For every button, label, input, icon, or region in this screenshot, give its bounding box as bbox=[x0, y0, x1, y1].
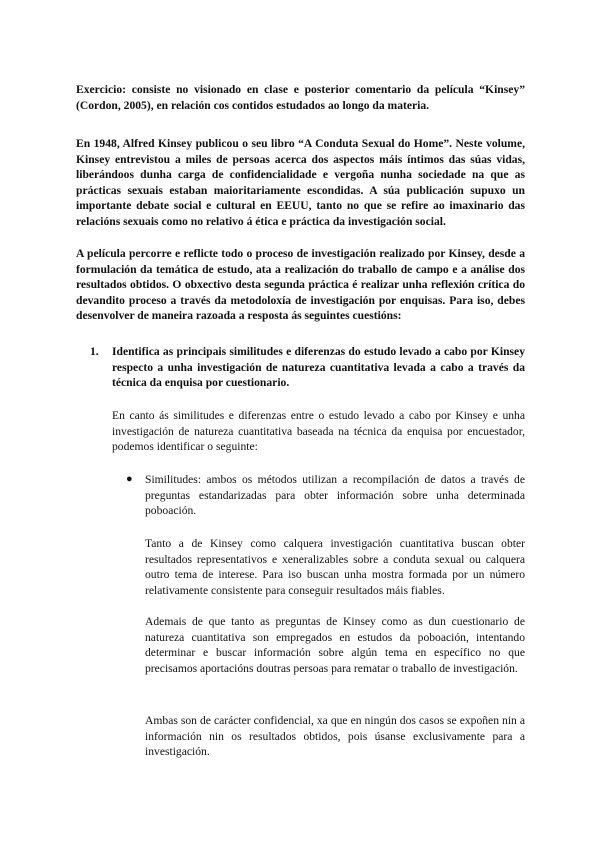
answer-intro: En canto ás similitudes e diferenzas entre o estudo levado a cabo por Kinsey e unha investigación de natureza cuantitativa baseada na técnica da enquisa por encuestador, podemos identificar o seguinte: bbox=[112, 409, 525, 454]
film-paragraph: A película percorre e reflicte todo o proceso de investigación realizado por Kinsey, desde a formulación da temática de estudo, ata a realización do traballo de campo e a análise dos resultados obtidos. O obxectivo desta segunda práctica é realizar unha reflexión crítica do devandito proceso a través da metodoloxía de investigación por enquisas. Para iso, debes desenvolver de maneira razoada a resposta ás seguintes cuestións: bbox=[76, 247, 525, 323]
kinsey-1948-paragraph: En 1948, Alfred Kinsey publicou o seu libro “A Conduta Sexual do Home”. Neste volume, Kinsey entrevistou a miles de persoas acerca dos aspectos máis íntimos das súas vidas, liberándoos dunha carga de confidencialidade e vergoña nunha sociedade na que as prácticas sexuais estaban maioritariamente escondidas. A súa publicación supuxo un importante debate social e cultural en EEUU, tanto no que se refire ao imaxinario das relacións sexuais como no relativo á ética e práctica da investigación social. bbox=[76, 137, 525, 228]
similitudes-paragraph-1: Similitudes: ambos os métodos utilizan a recompilación de datos a través de preguntas estandarizadas para obter información sobre unha determinada poboación. bbox=[145, 473, 525, 518]
question-text: Identifica as principais similitudes e diferenzas do estudo levado a cabo por Kinsey respecto a unha investigación de natureza cuantitativa levada a cabo a través da técnica da enquisa por cuestionario. bbox=[112, 345, 525, 390]
similitudes-paragraph-2: Tanto a de Kinsey como calquera investigación cuantitativa buscan obter resultados representativos e xeneralizables sobre a conduta sexual ou calquera outro tema de interese. Para iso buscan unha mostra formada por un número relativamente consistente para conseguir resultados máis fiables. bbox=[145, 537, 525, 597]
similitudes-paragraph-4: Ambas son de carácter confidencial, xa que en ningún dos casos se expoñen nin a información nin os resultados obtidos, pois úsanse exclusivamente para a investigación. bbox=[145, 714, 525, 759]
exercise-intro: Exercicio: consiste no visionado en clase e posterior comentario da película “Kinsey” (Cordon, 2005), en relación cos contidos estudados ao longo da materia. bbox=[76, 83, 525, 112]
question-number: 1. bbox=[90, 345, 99, 358]
bullet-icon: ● bbox=[126, 473, 133, 485]
similitudes-paragraph-3: Ademais de que tanto as preguntas de Kinsey como as dun cuestionario de natureza cuantitativa son empregados en estudos da poboación, intentando determinar e buscar información sobre algún tema en específico no que precisamos aportacións doutras persoas para rematar o traballo de investigación. bbox=[145, 615, 525, 675]
